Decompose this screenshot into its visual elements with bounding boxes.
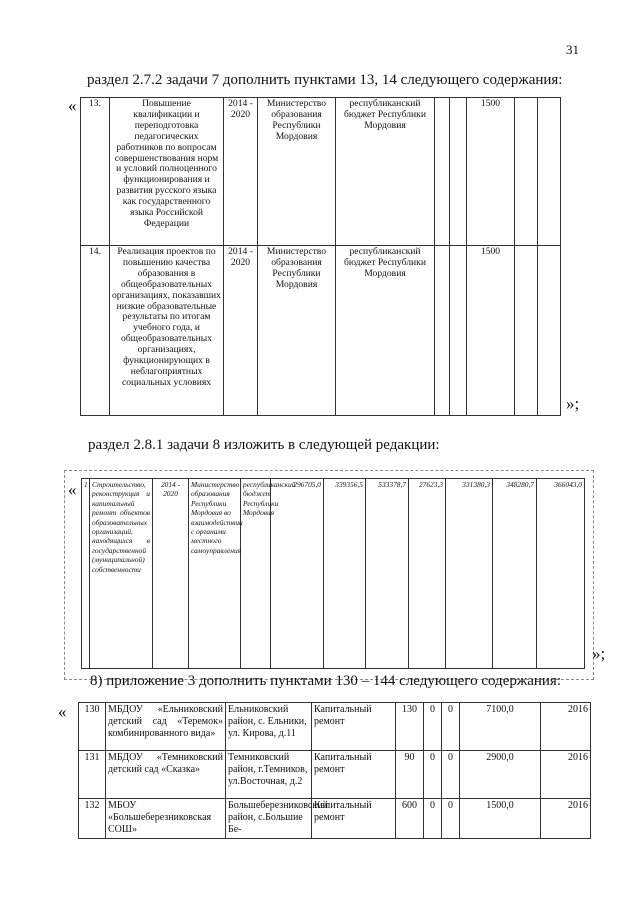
value-cell: 331380,3 xyxy=(446,479,493,669)
institution-name: МБДОУ «Темниковский детский сад «Сказка» xyxy=(106,751,226,799)
table3-row-130 xyxy=(79,703,591,751)
empty-cell xyxy=(515,246,538,416)
work-type: Капитальный ремонт xyxy=(312,703,396,751)
empty-cell xyxy=(538,98,561,246)
address: Темниковский район, г.Темников, ул.Восточная, д.2 xyxy=(226,751,312,799)
value-cell: 533378,7 xyxy=(366,479,409,669)
address: Большеберезниковский район, с.Большие Бе- xyxy=(226,799,312,839)
table1-row-14 xyxy=(81,246,561,416)
empty-cell xyxy=(450,246,467,416)
empty-cell xyxy=(435,98,450,246)
table2-close-quote: »; xyxy=(592,644,606,663)
year: 2016 xyxy=(541,703,591,751)
funding-source: республиканский бюджет Республики Мордовия xyxy=(241,479,271,669)
capacity: 130 xyxy=(396,703,424,751)
capacity: 600 xyxy=(396,799,424,839)
table1-row-13 xyxy=(81,98,561,246)
value-b: 0 xyxy=(424,751,442,799)
row-number: 130 xyxy=(79,703,106,751)
table1-close-quote: »; xyxy=(566,394,580,413)
table2-row-1 xyxy=(82,479,585,669)
value-cell: 366043,0 xyxy=(537,479,585,669)
value-b: 0 xyxy=(424,703,442,751)
executor: Министерство образования Республики Мордовия во взаимодействии с органами местного самоуправления xyxy=(189,479,241,669)
years: 2014 - 2020 xyxy=(224,246,258,416)
measure-name: Строительство, реконструкция и капитальный ремонт объектов образовательных организаций, находящихся в государственной (муниципальной) собственности xyxy=(90,479,153,669)
funding-source: республиканский бюджет Республики Мордовия xyxy=(336,246,435,416)
section1-heading: раздел 2.7.2 задачи 7 дополнить пунктами 13, 14 следующего содержания: xyxy=(87,72,563,88)
funding-source: республиканский бюджет Республики Мордовия xyxy=(336,98,435,246)
cost: 2900,0 xyxy=(460,751,541,799)
year: 2016 xyxy=(541,799,591,839)
section2-heading: раздел 2.8.1 задачи 8 изложить в следующей редакции: xyxy=(88,437,440,453)
cost: 7100,0 xyxy=(460,703,541,751)
value-cell: 348280,7 xyxy=(493,479,537,669)
empty-cell xyxy=(435,246,450,416)
work-type: Капитальный ремонт xyxy=(312,799,396,839)
work-type: Капитальный ремонт xyxy=(312,751,396,799)
table3-row-131 xyxy=(79,751,591,799)
value-c: 0 xyxy=(442,703,460,751)
value-b: 0 xyxy=(424,799,442,839)
address: Ельниковский район, с. Ельники, ул. Кирова, д.11 xyxy=(226,703,312,751)
table3 xyxy=(78,702,591,839)
amount: 1500 xyxy=(467,246,515,416)
row-number: 131 xyxy=(79,751,106,799)
row-number: 132 xyxy=(79,799,106,839)
capacity: 90 xyxy=(396,751,424,799)
value-c: 0 xyxy=(442,751,460,799)
page-number: 31 xyxy=(566,42,579,57)
year: 2016 xyxy=(541,751,591,799)
value-cell: 296705,0 xyxy=(271,479,324,669)
empty-cell xyxy=(538,246,561,416)
table1 xyxy=(80,97,561,416)
institution-name: МБДОУ «Ельниковский детский сад «Теремок» комбинированного вида» xyxy=(106,703,226,751)
measure-name: Повышение квалификации и переподготовка педагогических работников по вопросам совершенствования норм и условий полноценного функционирования и развития русского языка как государственного языка Российской Федерации xyxy=(110,98,224,246)
row-number: 14. xyxy=(81,246,110,416)
table1-open-quote: « xyxy=(68,96,77,115)
cost: 1500,0 xyxy=(460,799,541,839)
measure-name: Реализация проектов по повышению качества образования в общеобразовательных организациях, показавших низкие образовательные результаты по итогам учебного года, и общеобразовательных организациях, функционирующих в неблагоприятных социальных условиях xyxy=(110,246,224,416)
years: 2014 - 2020 xyxy=(153,479,189,669)
amount: 1500 xyxy=(467,98,515,246)
section3-heading: 8) приложение 3 дополнить пунктами 130 – 144 следующего содержания: xyxy=(90,673,561,689)
table2 xyxy=(81,478,585,669)
value-cell: 339356,5 xyxy=(324,479,366,669)
row-number: 13. xyxy=(81,98,110,246)
empty-cell xyxy=(515,98,538,246)
executor: Министерство образования Республики Мордовия xyxy=(258,98,336,246)
table3-open-quote: « xyxy=(58,702,67,721)
table3-row-132 xyxy=(79,799,591,839)
years: 2014 - 2020 xyxy=(224,98,258,246)
row-number: 1 xyxy=(82,479,90,669)
executor: Министерство образования Республики Мордовия xyxy=(258,246,336,416)
value-cell: 27623,3 xyxy=(409,479,446,669)
institution-name: МБОУ «Большеберезниковская СОШ» xyxy=(106,799,226,839)
table2-open-quote: « xyxy=(68,480,77,499)
empty-cell xyxy=(450,98,467,246)
value-c: 0 xyxy=(442,799,460,839)
